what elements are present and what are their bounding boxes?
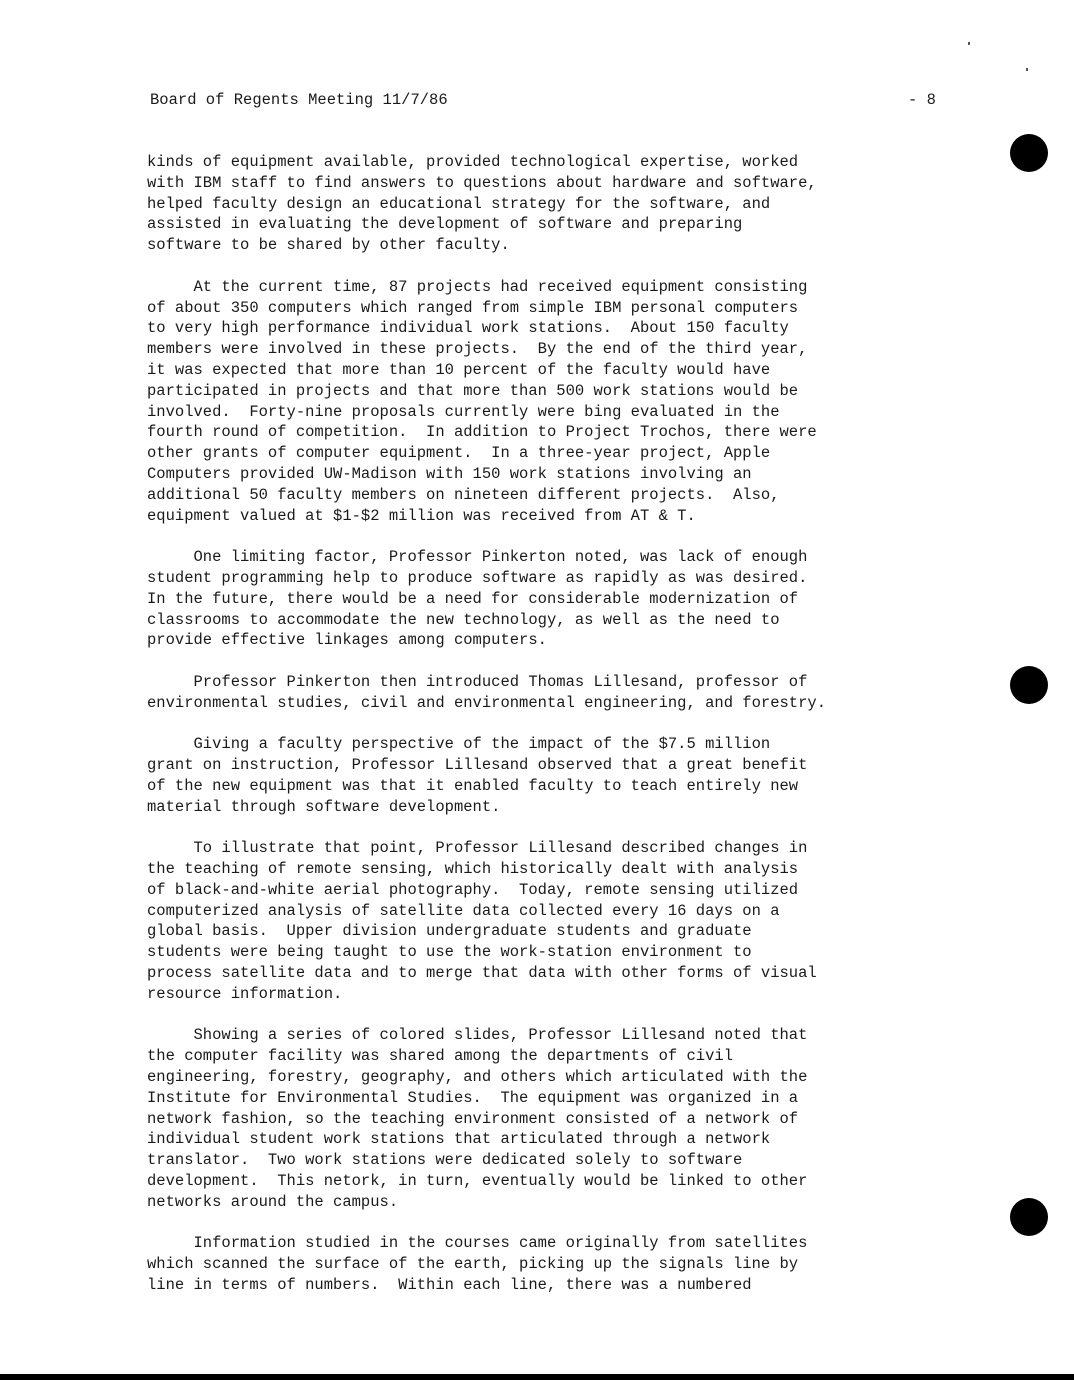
text-line: it was expected that more than 10 percent of the faculty would have [147,360,771,379]
text-line: Showing a series of colored slides, Professor Lillesand noted that [147,1026,808,1045]
text-line: additional 50 faculty members on nineteen different projects. Also, [147,485,780,504]
text-line: which scanned the surface of the earth, picking up the signals line by [147,1255,799,1274]
text-line: material through software development. [147,797,501,816]
header-title: Board of Regents Meeting 11/7/86 [150,91,448,109]
text-line: assisted in evaluating the development of software and preparing [147,215,743,234]
text-line: process satellite data and to merge that data with other forms of visual [147,964,817,983]
text-line: provide effective linkages among computers. [147,631,547,650]
text-line: classrooms to accommodate the new technology, as well as the need to [147,610,780,629]
text-line: Computers provided UW-Madison with 150 work stations involving an [147,464,752,483]
text-line: line in terms of numbers. Within each line, there was a numbered [147,1276,752,1295]
text-line: involved. Forty-nine proposals currently were bing evaluated in the [147,402,780,421]
text-line: networks around the campus. [147,1192,399,1211]
text-line: kinds of equipment available, provided technological expertise, worked [147,153,799,171]
text-line: helped faculty design an educational strategy for the software, and [147,194,771,213]
text-line: Professor Pinkerton then introduced Thomas Lillesand, professor of [147,672,808,691]
scan-speck [1026,68,1028,71]
paragraph [147,547,947,651]
text-line: resource information. [147,984,343,1003]
text-line: In the future, there would be a need for considerable modernization of [147,589,799,608]
text-line: individual student work stations that articulated through a network [147,1130,771,1149]
text-line: members were involved in these projects. By the end of the third year, [147,340,808,359]
text-line: network fashion, so the teaching environment consisted of a network of [147,1109,799,1128]
text-line: One limiting factor, Professor Pinkerton noted, was lack of enough [147,548,808,567]
paragraph [147,1025,947,1212]
text-line: to very high performance individual work stations. About 150 faculty [147,319,789,338]
text-line: Institute for Environmental Studies. The equipment was organized in a [147,1088,799,1107]
text-line: of the new equipment was that it enabled faculty to teach entirely new [147,776,799,795]
paragraph [147,734,947,817]
paragraph [147,838,947,1004]
text-line: the teaching of remote sensing, which historically dealt with analysis [147,860,799,879]
scan-speck [968,42,970,45]
body-text [147,152,947,1317]
text-line: translator. Two work stations were dedicated solely to software [147,1151,743,1170]
text-line: software to be shared by other faculty. [147,236,510,255]
text-line: Information studied in the courses came originally from satellites [147,1234,808,1253]
paragraph [147,1233,947,1295]
page-number: - 8 [908,91,936,109]
punch-hole-top [1010,134,1048,172]
paragraph [147,672,947,714]
punch-hole-bottom [1010,1198,1048,1236]
text-line: of about 350 computers which ranged from simple IBM personal computers [147,298,799,317]
text-line: grant on instruction, Professor Lillesand observed that a great benefit [147,756,808,775]
text-line: with IBM staff to find answers to questions about hardware and software, [147,173,817,192]
text-line: fourth round of competition. In addition to Project Trochos, there were [147,423,817,442]
text-line: equipment valued at $1-$2 million was received from AT & T. [147,506,696,525]
paragraph [147,152,947,256]
scan-edge [0,1374,1074,1380]
text-line: participated in projects and that more than 500 work stations would be [147,381,799,400]
text-line: student programming help to produce software as rapidly as was desired. [147,568,808,587]
punch-hole-middle [1010,666,1048,704]
paragraph [147,277,947,527]
text-line: computerized analysis of satellite data collected every 16 days on a [147,901,780,920]
text-line: environmental studies, civil and environmental engineering, and forestry. [147,693,827,712]
text-line: the computer facility was shared among the departments of civil [147,1047,733,1066]
text-line: global basis. Upper division undergraduate students and graduate [147,922,752,941]
text-line: development. This netork, in turn, eventually would be linked to other [147,1172,808,1191]
text-line: At the current time, 87 projects had received equipment consisting [147,277,808,296]
text-line: Giving a faculty perspective of the impact of the $7.5 million [147,735,771,754]
text-line: To illustrate that point, Professor Lillesand described changes in [147,839,808,858]
text-line: of black-and-white aerial photography. Today, remote sensing utilized [147,880,799,899]
text-line: engineering, forestry, geography, and others which articulated with the [147,1068,808,1087]
text-line: other grants of computer equipment. In a three-year project, Apple [147,444,771,463]
text-line: students were being taught to use the work-station environment to [147,943,752,962]
